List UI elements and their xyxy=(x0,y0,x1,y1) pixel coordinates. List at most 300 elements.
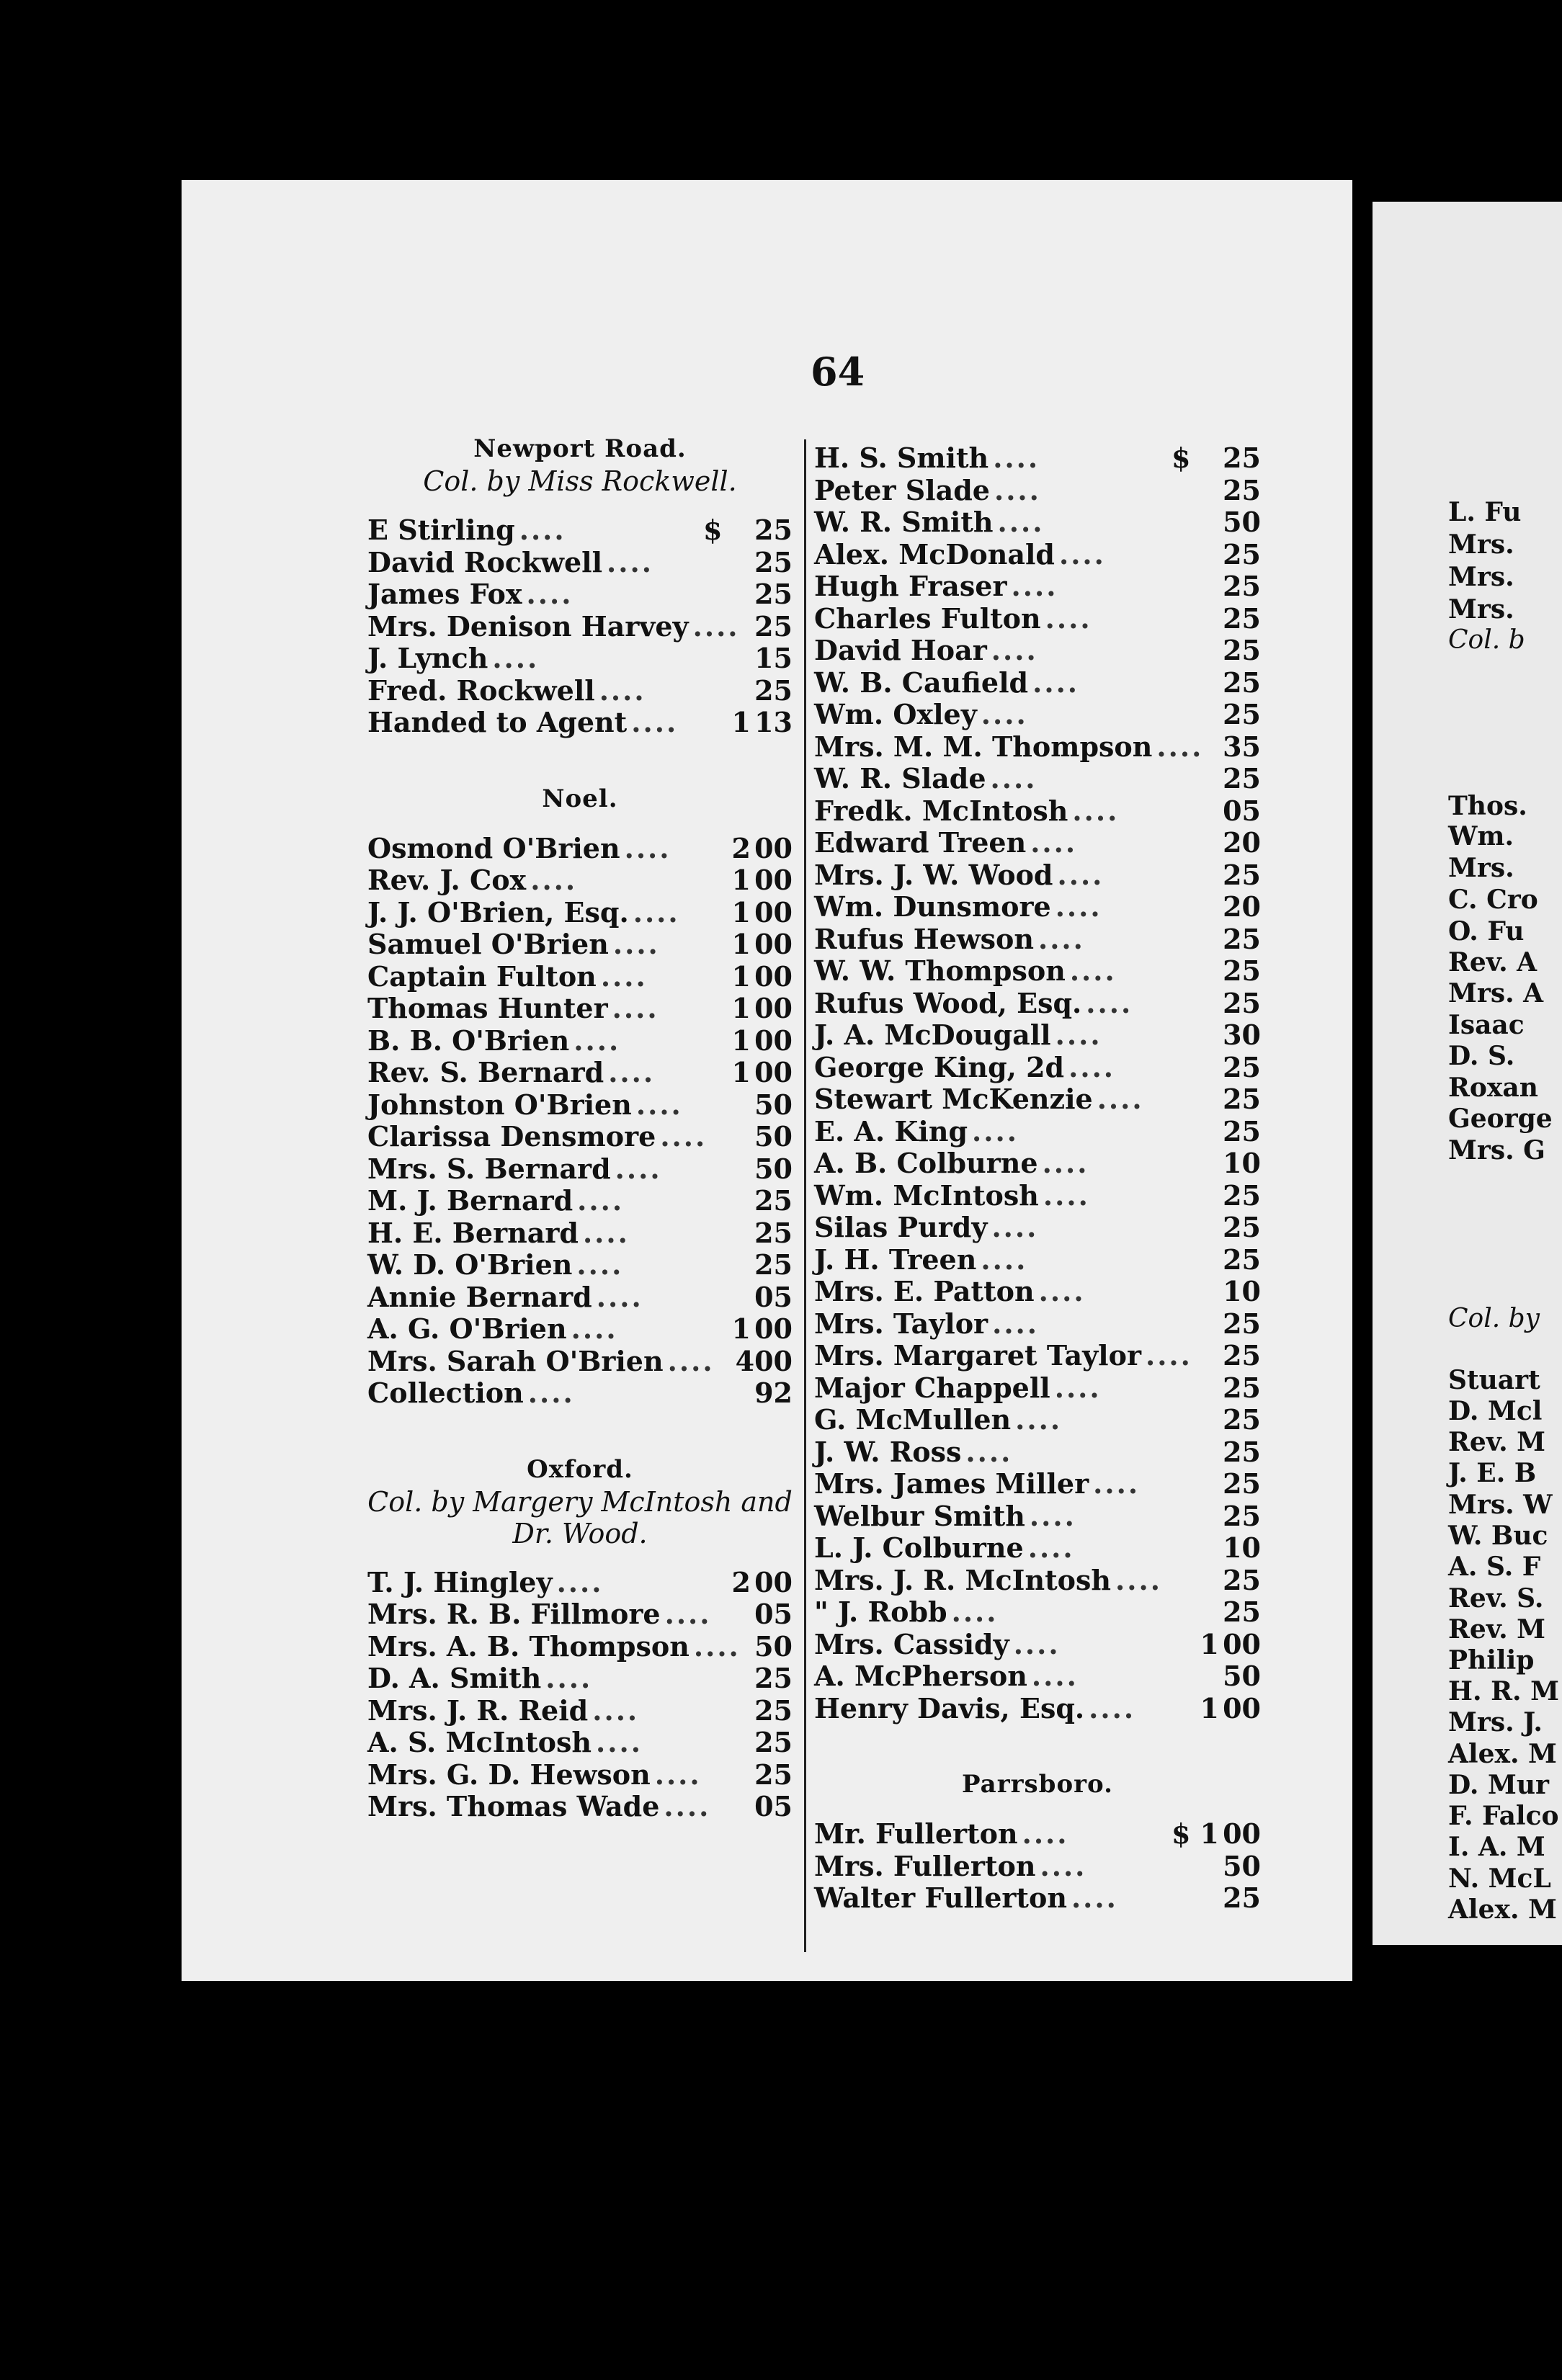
subscriber-row xyxy=(367,1598,793,1631)
amount-cents: 00 xyxy=(754,1565,793,1598)
leader-dots: .... xyxy=(612,992,659,1024)
leader-dots: .... xyxy=(1093,1467,1141,1500)
currency-sign: $ xyxy=(1172,1817,1191,1850)
subscriber-name: Thomas Hunter xyxy=(367,992,608,1024)
subscriber-name: Walter Fullerton xyxy=(814,1882,1067,1914)
subscriber-row xyxy=(814,955,1261,988)
subscriber-row xyxy=(367,961,793,993)
subscriber-row xyxy=(814,1532,1261,1565)
amount-cents: 05 xyxy=(754,1280,793,1313)
subscriber-row xyxy=(814,827,1261,859)
leader-dots: .... xyxy=(991,634,1038,666)
subscriber-name: H. E. Bernard xyxy=(367,1216,579,1249)
amount-cents: 25 xyxy=(1223,1083,1261,1115)
subscriber-name: A. G. O'Brien xyxy=(367,1312,567,1345)
amount-dollars: 1 xyxy=(731,992,751,1024)
amount-cents: 25 xyxy=(1223,922,1261,955)
subscriber-row xyxy=(367,833,793,865)
subscriber-name: Silas Purdy xyxy=(814,1211,988,1243)
amount-cents: 25 xyxy=(754,1184,793,1217)
leader-dots: .... xyxy=(612,928,660,960)
subscriber-name: Welbur Smith xyxy=(814,1499,1025,1532)
amount-cents: 25 xyxy=(1223,1178,1261,1212)
subscriber-name: E Stirling xyxy=(367,514,515,546)
amount-cents: 50 xyxy=(754,1152,793,1185)
subscriber-row xyxy=(367,1217,793,1250)
subscriber-row xyxy=(814,1882,1261,1915)
subscriber-name: Rufus Wood, Esq. xyxy=(814,986,1082,1019)
leader-dots: .... xyxy=(596,1726,643,1758)
subscriber-row xyxy=(814,667,1261,699)
amount-cents: 30 xyxy=(1223,1019,1261,1051)
section-collector: Col. by Margery McIntosh and Dr. Wood. xyxy=(367,1485,793,1549)
amount-cents: 25 xyxy=(1223,698,1261,730)
subscriber-name: J. A. McDougall xyxy=(814,1019,1051,1051)
subscriber-row xyxy=(814,1818,1261,1851)
leader-dots: .... xyxy=(1037,922,1085,955)
leader-dots: .... xyxy=(608,1056,656,1088)
subscriber-row xyxy=(367,1631,793,1663)
adjacent-page-line: Col. by xyxy=(1448,1304,1540,1333)
section-title: Newport Road. xyxy=(473,434,687,463)
subscriber-row xyxy=(814,1629,1261,1661)
subscriber-name: Mrs. Taylor xyxy=(814,1307,988,1340)
amount-cents: 00 xyxy=(754,895,793,929)
subscriber-row xyxy=(367,1377,793,1410)
leader-dots: .... xyxy=(990,762,1037,795)
leader-dots: .... xyxy=(607,545,653,578)
subscriber-name: J. W. Ross xyxy=(814,1435,962,1468)
subscriber-name: Captain Fulton xyxy=(367,959,597,993)
amount-cents: 50 xyxy=(1223,1849,1261,1882)
subscriber-row xyxy=(367,707,793,739)
leader-dots: .... xyxy=(633,895,680,929)
subscriber-name: Edward Treen xyxy=(814,826,1027,859)
leader-dots: .... xyxy=(1097,1083,1144,1115)
subscriber-name: Mrs. A. B. Thompson xyxy=(367,1629,689,1663)
subscriber-name: Collection xyxy=(367,1377,524,1409)
leader-dots: .... xyxy=(692,609,740,643)
leader-dots: .... xyxy=(545,1662,593,1694)
subscriber-row xyxy=(814,506,1261,539)
subscriber-row xyxy=(814,1404,1261,1436)
adjacent-page-line: Mrs. A xyxy=(1448,978,1544,1008)
subscriber-name: Johnston O'Brien xyxy=(367,1088,632,1121)
amount-cents: 25 xyxy=(754,1694,793,1727)
adjacent-page-line: Philip xyxy=(1448,1645,1535,1676)
section-spacer xyxy=(814,1724,1261,1768)
amount-cents: 10 xyxy=(1223,1275,1261,1307)
adjacent-page-line: I. A. M xyxy=(1448,1832,1545,1862)
subscriber-row xyxy=(367,1281,793,1314)
subscriber-name: Charles Fulton xyxy=(814,601,1041,635)
amount-dollars: 1 xyxy=(731,1312,751,1345)
leader-dots: .... xyxy=(596,1280,643,1313)
subscriber-name: Henry Davis, Esq. xyxy=(814,1691,1085,1724)
subscriber-name: Wm. McIntosh xyxy=(814,1178,1039,1212)
subscriber-row xyxy=(814,859,1261,892)
amount-cents: 00 xyxy=(1223,1627,1261,1660)
subscriber-row xyxy=(814,891,1261,923)
amount-cents: 25 xyxy=(1223,537,1261,571)
subscriber-name: Hugh Fraser xyxy=(814,570,1007,602)
subscriber-row xyxy=(367,1759,793,1791)
subscriber-row xyxy=(367,929,793,961)
leader-dots: .... xyxy=(1055,890,1102,923)
subscriber-name: Stewart McKenzie xyxy=(814,1083,1093,1115)
section-title: Parrsboro. xyxy=(962,1770,1113,1799)
subscriber-row xyxy=(814,1212,1261,1244)
subscriber-row xyxy=(814,1148,1261,1180)
subscriber-name: Mrs. E. Patton xyxy=(814,1275,1035,1307)
leader-dots: .... xyxy=(624,831,671,864)
subscriber-name: Wm. Dunsmore xyxy=(814,890,1051,923)
amount-cents: 10 xyxy=(1223,1147,1261,1179)
amount-cents: 20 xyxy=(1223,826,1261,859)
amount-dollars: 1 xyxy=(1200,1627,1219,1660)
amount-dollars: 1 xyxy=(731,1024,751,1057)
subscriber-name: W. R. Smith xyxy=(814,506,994,538)
amount-dollars: 1 xyxy=(1200,1817,1219,1850)
leader-dots: .... xyxy=(530,864,578,896)
subscriber-row xyxy=(814,1436,1261,1469)
subscriber-row xyxy=(367,547,793,579)
amount-cents: 25 xyxy=(1223,1307,1261,1340)
subscriber-name: Rev. S. Bernard xyxy=(367,1056,604,1088)
section-gap xyxy=(814,1801,1261,1818)
leader-dots: .... xyxy=(667,1344,715,1377)
subscriber-row xyxy=(814,731,1261,764)
amount-dollars: 1 xyxy=(1200,1691,1219,1724)
subscriber-row xyxy=(367,1346,793,1378)
leader-dots: .... xyxy=(1156,730,1204,763)
subscriber-name: " J. Robb xyxy=(814,1596,947,1628)
column-divider xyxy=(804,439,806,1952)
leader-dots: .... xyxy=(951,1596,999,1628)
subscriber-row xyxy=(367,514,793,547)
subscriber-row xyxy=(814,763,1261,795)
amount-cents: 10 xyxy=(1223,1531,1261,1564)
subscriber-row xyxy=(814,603,1261,635)
amount-cents: 25 xyxy=(754,545,793,578)
section-gap xyxy=(367,497,793,514)
subscriber-row xyxy=(814,475,1261,507)
subscriber-row xyxy=(367,993,793,1025)
amount-cents: 25 xyxy=(1223,473,1261,506)
amount-dollars: 2 xyxy=(731,1565,751,1598)
subscriber-name: H. S. Smith xyxy=(814,442,989,474)
adjacent-page-line: Stuart xyxy=(1448,1365,1540,1395)
amount-cents: 25 xyxy=(754,674,793,707)
amount-cents: 25 xyxy=(1223,954,1261,987)
right-column xyxy=(814,442,1261,1915)
leader-dots: .... xyxy=(574,1024,621,1057)
subscriber-row xyxy=(367,1025,793,1057)
subscriber-name: Osmond O'Brien xyxy=(367,831,620,864)
adjacent-page-line: D. S. xyxy=(1448,1041,1515,1071)
leader-dots: .... xyxy=(1015,1403,1063,1436)
subscriber-name: J. J. O'Brien, Esq. xyxy=(367,895,629,929)
subscriber-name: Mrs. Thomas Wade xyxy=(367,1790,660,1822)
subscriber-name: Mrs. J. R. McIntosh xyxy=(814,1563,1111,1596)
subscriber-row xyxy=(367,675,793,707)
leader-dots: .... xyxy=(654,1758,702,1791)
subscriber-name: Mrs. James Miller xyxy=(814,1467,1089,1500)
amount-cents: 25 xyxy=(754,1662,793,1694)
subscriber-row xyxy=(814,571,1261,603)
leader-dots: .... xyxy=(1071,1882,1118,1914)
subscriber-row xyxy=(814,1276,1261,1308)
subscriber-name: Mrs. Margaret Taylor xyxy=(814,1339,1141,1372)
subscriber-row xyxy=(814,1340,1261,1372)
subscriber-name: W. B. Caufield xyxy=(814,666,1029,699)
adjacent-page-line: George xyxy=(1448,1104,1553,1134)
amount-cents: 05 xyxy=(754,1598,793,1630)
subscriber-name: Fred. Rockwell xyxy=(367,674,595,707)
subscriber-name: Mrs. Cassidy xyxy=(814,1627,1009,1660)
subscriber-name: W. D. O'Brien xyxy=(367,1248,573,1281)
subscriber-name: Wm. Oxley xyxy=(814,698,977,730)
leader-dots: .... xyxy=(1057,858,1104,891)
amount-cents: 25 xyxy=(754,578,793,610)
subscriber-name: Clarissa Densmore xyxy=(367,1120,656,1153)
amount-cents: 00 xyxy=(754,928,793,960)
subscriber-name: A. McPherson xyxy=(814,1660,1027,1692)
subscriber-row xyxy=(814,1019,1261,1052)
amount-cents: 25 xyxy=(1223,1403,1261,1436)
leader-dots: .... xyxy=(660,1120,708,1153)
adjacent-page-line: Mrs. W xyxy=(1448,1490,1553,1520)
leader-dots: .... xyxy=(1089,1691,1136,1724)
adjacent-page-line: Rev. M xyxy=(1448,1427,1546,1457)
amount-cents: 50 xyxy=(754,1120,793,1153)
leader-dots: .... xyxy=(1072,794,1120,827)
section-gap xyxy=(367,1549,793,1567)
subscriber-row xyxy=(814,1308,1261,1341)
section-collector: Col. by Miss Rockwell. xyxy=(423,465,737,497)
leader-dots: .... xyxy=(1013,1627,1061,1660)
subscriber-name: David Rockwell xyxy=(367,545,603,578)
subscriber-row xyxy=(367,1663,793,1695)
subscriber-name: G. McMullen xyxy=(814,1403,1012,1436)
adjacent-page-line: A. S. F xyxy=(1448,1552,1541,1582)
subscriber-row xyxy=(367,897,793,929)
adjacent-page-line: Mrs. xyxy=(1448,562,1514,592)
amount-cents: 25 xyxy=(1223,1339,1261,1372)
subscriber-name: J. Lynch xyxy=(367,642,488,674)
subscriber-row xyxy=(367,1313,793,1346)
leader-dots: .... xyxy=(991,1211,1039,1243)
subscriber-name: Peter Slade xyxy=(814,473,990,506)
subscriber-name: T. J. Hingley xyxy=(367,1565,553,1598)
amount-dollars: 1 xyxy=(731,706,751,738)
adjacent-page-line: C. Cro xyxy=(1448,885,1538,915)
subscriber-name: Mrs. G. D. Hewson xyxy=(367,1758,651,1791)
leader-dots: .... xyxy=(556,1565,604,1598)
leader-dots: .... xyxy=(981,1243,1028,1276)
subscriber-row xyxy=(814,1116,1261,1148)
subscriber-row xyxy=(814,442,1261,475)
page-number: 64 xyxy=(811,349,865,395)
amount-cents: 25 xyxy=(1223,986,1261,1019)
subscriber-name: E. A. King xyxy=(814,1114,968,1148)
subscriber-row xyxy=(367,1185,793,1217)
leader-dots: .... xyxy=(577,1184,625,1217)
leader-dots: .... xyxy=(615,1152,662,1185)
leader-dots: .... xyxy=(600,959,648,993)
section-spacer xyxy=(367,739,793,782)
leader-dots: .... xyxy=(693,1629,741,1663)
adjacent-page-line: Rev. S. xyxy=(1448,1583,1544,1614)
leader-dots: .... xyxy=(635,1088,683,1121)
amount-cents: 05 xyxy=(754,1790,793,1822)
amount-cents: 00 xyxy=(754,864,793,896)
section-title: Noel. xyxy=(542,784,618,813)
amount-cents: 20 xyxy=(1223,890,1261,923)
subscriber-name: Mrs. J. R. Reid xyxy=(367,1694,589,1727)
leader-dots: .... xyxy=(592,1694,640,1727)
subscriber-name: W. W. Thompson xyxy=(814,954,1066,987)
amount-cents: 25 xyxy=(1223,1882,1261,1914)
amount-cents: 25 xyxy=(1223,1211,1261,1243)
subscriber-row xyxy=(814,988,1261,1020)
amount-cents: 25 xyxy=(1223,1467,1261,1500)
subscriber-row xyxy=(367,643,793,675)
adjacent-page-line: L. Fu xyxy=(1448,497,1522,527)
adjacent-page-line: Mrs. G xyxy=(1448,1135,1545,1166)
subscriber-name: J. H. Treen xyxy=(814,1243,977,1276)
subscriber-row xyxy=(814,539,1261,571)
subscriber-row xyxy=(814,1565,1261,1597)
amount-cents: 25 xyxy=(754,1726,793,1758)
subscriber-name: Annie Bernard xyxy=(367,1280,592,1313)
subscriber-name: Mr. Fullerton xyxy=(814,1817,1018,1850)
leader-dots: .... xyxy=(664,1598,712,1630)
leader-dots: .... xyxy=(993,442,1040,474)
leader-dots: .... xyxy=(526,578,574,610)
amount-cents: 50 xyxy=(1223,506,1261,538)
leader-dots: .... xyxy=(1058,537,1106,571)
amount-cents: 00 xyxy=(754,831,793,864)
leader-dots: .... xyxy=(1022,1817,1069,1850)
amount-cents: 00 xyxy=(1223,1691,1261,1724)
amount-cents: 25 xyxy=(754,1758,793,1791)
leader-dots: .... xyxy=(1055,1019,1102,1051)
amount-cents: 50 xyxy=(1223,1660,1261,1692)
subscriber-row xyxy=(814,1083,1261,1116)
amount-cents: 50 xyxy=(754,1629,793,1663)
adjacent-page-line: Mrs. xyxy=(1448,529,1514,560)
leader-dots: .... xyxy=(664,1790,711,1822)
adjacent-page-line: Mrs. xyxy=(1448,853,1514,883)
leader-dots: .... xyxy=(1011,570,1058,602)
leader-dots: .... xyxy=(1043,1178,1090,1212)
amount-cents: 25 xyxy=(1223,762,1261,795)
subscriber-name: Mrs. M. M. Thompson xyxy=(814,730,1153,763)
amount-dollars: 1 xyxy=(731,895,751,929)
amount-cents: 00 xyxy=(754,1056,793,1088)
subscriber-row xyxy=(367,1695,793,1727)
subscriber-name: Rufus Hewson xyxy=(814,922,1034,955)
leader-dots: .... xyxy=(582,1216,630,1249)
subscriber-row xyxy=(367,1089,793,1122)
subscriber-row xyxy=(367,578,793,611)
leader-dots: .... xyxy=(1027,1531,1075,1564)
amount-cents: 05 xyxy=(1223,794,1261,827)
amount-cents: 13 xyxy=(754,706,793,738)
amount-cents: 15 xyxy=(754,642,793,674)
amount-cents: 25 xyxy=(754,1216,793,1249)
amount-cents: 25 xyxy=(1223,1371,1261,1404)
adjacent-page-line: Alex. M xyxy=(1448,1894,1557,1925)
adjacent-page-line: Rev. M xyxy=(1448,1614,1546,1645)
amount-cents: 25 xyxy=(1223,666,1261,699)
amount-cents: 00 xyxy=(754,1344,793,1377)
subscriber-name: A. B. Colburne xyxy=(814,1147,1038,1179)
subscriber-row xyxy=(814,1180,1261,1212)
subscriber-row xyxy=(367,1567,793,1599)
left-column xyxy=(367,432,793,1823)
subscriber-name: A. S. McIntosh xyxy=(367,1726,592,1758)
amount-cents: 00 xyxy=(1223,1817,1261,1850)
section-title: Oxford. xyxy=(527,1454,633,1484)
subscriber-name: Fredk. McIntosh xyxy=(814,794,1068,827)
subscriber-name: M. J. Bernard xyxy=(367,1184,574,1217)
amount-cents: 25 xyxy=(754,1248,793,1281)
leader-dots: .... xyxy=(972,1114,1019,1148)
leader-dots: .... xyxy=(1045,601,1092,635)
amount-dollars: 1 xyxy=(731,928,751,960)
subscriber-row xyxy=(367,1791,793,1823)
subscriber-name: Rev. J. Cox xyxy=(367,864,527,896)
subscriber-name: Alex. McDonald xyxy=(814,537,1055,571)
subscriber-name: James Fox xyxy=(367,578,522,610)
amount-cents: 25 xyxy=(754,609,793,643)
subscriber-row xyxy=(814,1244,1261,1276)
subscriber-row xyxy=(814,795,1261,828)
leader-dots: .... xyxy=(1031,1660,1079,1692)
adjacent-page-line: D. Mcl xyxy=(1448,1396,1543,1426)
subscriber-name: Mrs. R. B. Fillmore xyxy=(367,1598,661,1630)
subscriber-row xyxy=(814,1500,1261,1533)
subscriber-row xyxy=(367,864,793,897)
leader-dots: .... xyxy=(997,506,1045,538)
section-gap xyxy=(367,815,793,833)
subscriber-name: Samuel O'Brien xyxy=(367,928,609,960)
adjacent-page-line: O. Fu xyxy=(1448,916,1525,947)
subscriber-name: Handed to Agent xyxy=(367,706,628,738)
adjacent-page-line: Roxan xyxy=(1448,1073,1538,1103)
subscriber-row xyxy=(814,1468,1261,1500)
amount-dollars: 4 xyxy=(735,1344,755,1377)
subscriber-name: Mrs. Sarah O'Brien xyxy=(367,1344,664,1377)
leader-dots: .... xyxy=(992,1307,1040,1340)
leader-dots: .... xyxy=(1086,986,1133,1019)
adjacent-page-line: F. Falco xyxy=(1448,1801,1559,1831)
leader-dots: .... xyxy=(1032,666,1080,699)
amount-cents: 92 xyxy=(754,1377,793,1409)
amount-cents: 25 xyxy=(1223,1563,1261,1596)
currency-sign: $ xyxy=(703,514,723,546)
leader-dots: .... xyxy=(576,1248,624,1281)
amount-dollars: 2 xyxy=(731,831,751,864)
adjacent-page-line: Alex. M xyxy=(1448,1739,1557,1769)
amount-cents: 50 xyxy=(754,1088,793,1121)
amount-cents: 00 xyxy=(754,1312,793,1345)
adjacent-page-line: Mrs. xyxy=(1448,594,1514,625)
adjacent-page-line: Thos. xyxy=(1448,791,1527,821)
adjacent-page-line: Col. b xyxy=(1448,625,1525,655)
